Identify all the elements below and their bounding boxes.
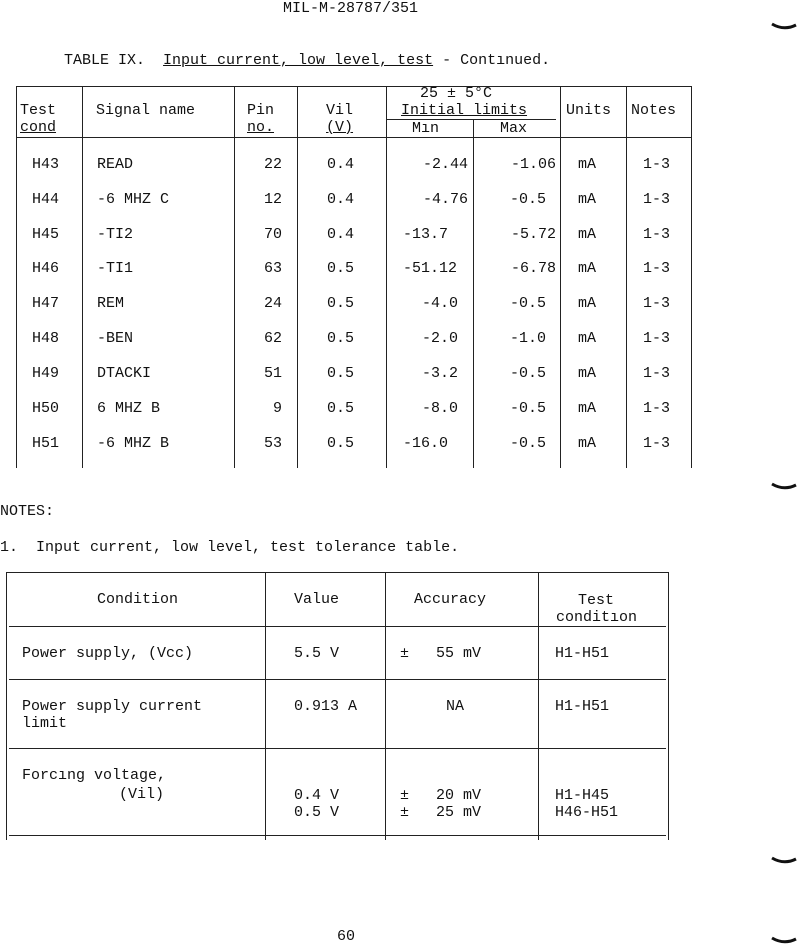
- tol-row2-rule: [9, 748, 666, 749]
- cell-min: -4.76: [422, 191, 468, 208]
- binding-mark-icon: [771, 482, 797, 492]
- cell-notes: 1-3: [643, 365, 671, 382]
- table-top-border: [16, 86, 692, 87]
- tol-bottom-rule: [9, 835, 666, 836]
- tol-value: 5.5 V: [294, 645, 340, 662]
- cell-pin: 9: [272, 400, 282, 417]
- col-line-6: [560, 86, 561, 468]
- cell-cond: H44: [32, 191, 60, 208]
- tol-value-1: 0.4 V: [294, 787, 340, 804]
- col-line-2: [234, 86, 235, 468]
- tol-accuracy-2: 25 mV: [436, 804, 482, 821]
- notes-heading: NOTES:: [0, 503, 55, 520]
- header-signal-name: Signal name: [96, 102, 196, 119]
- cell-signal: READ: [97, 156, 134, 173]
- cell-notes: 1-3: [643, 295, 671, 312]
- table-title-main: Input current, low level, test: [163, 52, 434, 69]
- cell-vil: 0.5: [327, 260, 355, 277]
- cell-vil: 0.5: [327, 330, 355, 347]
- tol-col-0: [6, 572, 7, 840]
- tol-header-test: Test: [578, 592, 615, 609]
- cell-max: -1.06: [510, 156, 556, 173]
- cell-signal: -TI1: [97, 260, 134, 277]
- cell-pin: 63: [263, 260, 282, 277]
- cell-min: -3.2: [421, 365, 458, 382]
- cell-max: -1.0: [509, 330, 546, 347]
- tol-row1-rule: [9, 679, 666, 680]
- cell-max: -6.78: [510, 260, 556, 277]
- cell-min: -13.7: [403, 226, 449, 243]
- tol-cond-line1: Power supply current: [22, 698, 203, 715]
- cell-vil: 0.5: [327, 295, 355, 312]
- cell-max: -0.5: [509, 295, 546, 312]
- cell-signal: -6 MHZ C: [97, 191, 170, 208]
- cell-pin: 51: [263, 365, 282, 382]
- tol-test: H1-H51: [555, 698, 610, 715]
- col-line-1: [82, 86, 83, 468]
- cell-units: mA: [578, 330, 597, 347]
- cell-cond: H46: [32, 260, 60, 277]
- cell-vil: 0.4: [327, 156, 355, 173]
- cell-notes: 1-3: [643, 156, 671, 173]
- tol-accuracy: NA: [446, 698, 465, 715]
- cell-signal: 6 MHZ B: [97, 400, 161, 417]
- cell-pin: 62: [263, 330, 282, 347]
- cell-max: -0.5: [509, 365, 546, 382]
- cell-signal: -BEN: [97, 330, 134, 347]
- header-initial-limits: Initial limits: [401, 102, 528, 119]
- cell-notes: 1-3: [643, 191, 671, 208]
- note-1: 1. Input current, low level, test tolerance table.: [0, 539, 460, 556]
- col-line-8: [691, 86, 692, 468]
- tol-test: H1-H51: [555, 645, 610, 662]
- cell-units: mA: [578, 226, 597, 243]
- cell-pin: 53: [263, 435, 282, 452]
- header-bottom-border: [16, 137, 692, 138]
- cell-cond: H47: [32, 295, 60, 312]
- binding-mark-icon: [771, 22, 797, 32]
- cell-vil: 0.4: [327, 226, 355, 243]
- cell-max: -0.5: [509, 400, 546, 417]
- header-min: Mın: [412, 120, 440, 137]
- cell-pin: 70: [263, 226, 282, 243]
- cell-units: mA: [578, 365, 597, 382]
- header-vil: Vil: [326, 102, 354, 119]
- tol-test-1: H1-H45: [555, 787, 610, 804]
- cell-signal: REM: [97, 295, 125, 312]
- cell-units: mA: [578, 191, 597, 208]
- cell-signal: -TI2: [97, 226, 134, 243]
- tol-header-rule: [9, 626, 666, 627]
- tol-header-accuracy: Accuracy: [414, 591, 487, 608]
- cell-units: mA: [578, 260, 597, 277]
- binding-mark-icon: [771, 856, 797, 866]
- header-test: Test: [20, 102, 57, 119]
- tol-cond-line1: Forcıng voltage,: [22, 767, 167, 784]
- header-max: Max: [500, 120, 528, 137]
- cell-notes: 1-3: [643, 435, 671, 452]
- cell-min: -51.12: [403, 260, 458, 277]
- cell-min: -2.44: [422, 156, 468, 173]
- cell-max: -0.5: [509, 435, 546, 452]
- tol-cond: Power supply, (Vcc): [22, 645, 194, 662]
- cell-cond: H45: [32, 226, 60, 243]
- header-pin-no: no.: [247, 119, 275, 136]
- cell-min: -8.0: [421, 400, 458, 417]
- cell-vil: 0.5: [327, 400, 355, 417]
- tol-test-2: H46-H51: [555, 804, 619, 821]
- tol-cond-line2: limit: [22, 715, 68, 732]
- tol-col-1: [265, 572, 266, 840]
- document-id: MIL-M-28787/351: [283, 0, 419, 17]
- header-notes: Notes: [631, 102, 677, 119]
- cell-vil: 0.5: [327, 365, 355, 382]
- tol-col-4: [668, 572, 669, 840]
- table-title: [64, 52, 550, 69]
- tol-header-value: Value: [294, 591, 340, 608]
- col-line-3: [297, 86, 298, 468]
- header-cond: cond: [20, 119, 57, 136]
- plus-minus-icon: ±: [400, 804, 410, 821]
- cell-notes: 1-3: [643, 260, 671, 277]
- binding-mark-icon: [771, 936, 797, 946]
- cell-units: mA: [578, 400, 597, 417]
- tol-value-2: 0.5 V: [294, 804, 340, 821]
- cell-cond: H50: [32, 400, 60, 417]
- cell-vil: 0.5: [327, 435, 355, 452]
- cell-cond: H48: [32, 330, 60, 347]
- tol-accuracy: 55 mV: [436, 645, 482, 662]
- plus-minus-icon: ±: [400, 787, 410, 804]
- cell-cond: H49: [32, 365, 60, 382]
- cell-notes: 1-3: [643, 226, 671, 243]
- cell-signal: -6 MHZ B: [97, 435, 170, 452]
- cell-pin: 22: [263, 156, 282, 173]
- tol-header-condition: Condition: [97, 591, 179, 608]
- cell-notes: 1-3: [643, 330, 671, 347]
- col-line-7: [626, 86, 627, 468]
- header-temperature: 25 ± 5°C: [420, 85, 493, 102]
- cell-notes: 1-3: [643, 400, 671, 417]
- cell-pin: 12: [263, 191, 282, 208]
- cell-cond: H51: [32, 435, 60, 452]
- tol-accuracy-1: 20 mV: [436, 787, 482, 804]
- tol-col-2: [385, 572, 386, 840]
- page-number: 60: [337, 928, 356, 945]
- header-vil-unit: (V): [326, 119, 354, 136]
- col-line-0: [16, 86, 17, 468]
- cell-max: -0.5: [509, 191, 546, 208]
- cell-pin: 24: [263, 295, 282, 312]
- cell-max: -5.72: [510, 226, 556, 243]
- header-units: Units: [566, 102, 612, 119]
- cell-cond: H43: [32, 156, 60, 173]
- cell-units: mA: [578, 295, 597, 312]
- table-title-suffix: - Contınued.: [433, 52, 551, 69]
- tol-top-border: [6, 572, 669, 573]
- cell-units: mA: [578, 156, 597, 173]
- cell-min: -16.0: [403, 435, 449, 452]
- cell-vil: 0.4: [327, 191, 355, 208]
- cell-min: -2.0: [421, 330, 458, 347]
- plus-minus-icon: ±: [400, 645, 410, 662]
- tol-col-3: [538, 572, 539, 840]
- tol-header-test-condition: conditıon: [556, 609, 638, 626]
- cell-units: mA: [578, 435, 597, 452]
- cell-signal: DTACKI: [97, 365, 152, 382]
- table-title-prefix: TABLE IX.: [64, 52, 146, 69]
- header-pin: Pin: [247, 102, 275, 119]
- tol-value: 0.913 A: [294, 698, 358, 715]
- cell-min: -4.0: [421, 295, 458, 312]
- tol-cond-line2: (Vil): [119, 786, 165, 803]
